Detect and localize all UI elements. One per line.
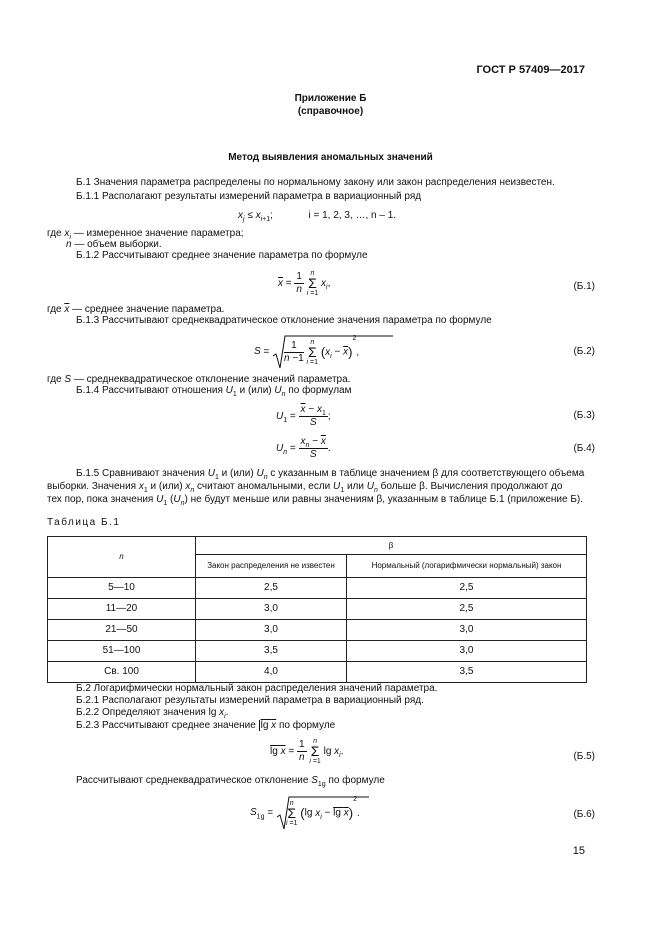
table-cell-n: 5—10 — [48, 578, 196, 599]
table-cell-lognormal: 3,5 — [347, 662, 587, 683]
table-subheader-lognormal: Нормальный (логарифмически нормальный) закон — [347, 555, 587, 578]
formula-u1: $U_1$ = $\frac{\overline{x} - x_1}{S}$ ; — [276, 404, 331, 428]
table-cell-unknown: 2,5 — [196, 578, 347, 599]
series-formula: $x_j \le x_{i+1}$; i = 1, 2, 3, …, n – 1. — [238, 210, 397, 223]
table-cell-unknown: 3,0 — [196, 620, 347, 641]
table-cell-unknown: 4,0 — [196, 662, 347, 683]
para-b2-2: Б.2.2 Определяют значения $\lg x_i$. — [76, 707, 229, 720]
para-b1-4: Б.1.4 Рассчитывают отношения $U_1$ и (или) $U_n$ по формулам — [76, 385, 352, 398]
para-b1-2: Б.1.2 Рассчитывают среднее значение параметра по формуле — [76, 250, 368, 261]
para-b1-3: Б.1.3 Рассчитывают среднеквадратическое отклонение значения параметра по формуле — [76, 315, 492, 326]
standard-number: ГОСТ Р 57409—2017 — [476, 64, 585, 76]
table-row — [48, 662, 587, 683]
para-b1: Б.1 Значения параметра распределены по нормальному закону или закон распределения неизвестен. — [76, 177, 555, 188]
para-b1-5-line2: выборки. Значения $x_1$ и (или) $x_n$ считают аномальными, если $U_1$ или $U_n$ больше β. Вычисления продолжают до — [47, 481, 563, 494]
formula-mean: $\overline{x}$ = $\frac{1}{n}$ n Σ i =1 $x_i$, — [278, 270, 331, 297]
table-header-beta: β — [196, 537, 587, 555]
para-b1-5-line1: Б.1.5 Сравнивают значения $U_1$ и (или) $U_n$ с указанным в таблице значением β для соответствующего объема — [76, 468, 585, 481]
formula-un: $U_n$ = $\frac{x_n - \overline{x}}{S}$ . — [276, 436, 331, 460]
table-cell-n: 21—50 — [48, 620, 196, 641]
table-row — [48, 599, 587, 620]
para-b2-3: Б.2.3 Рассчитывают среднее значение lg x по формуле — [76, 720, 336, 731]
eq-number-b2: (Б.2) — [573, 346, 595, 357]
formula-std: S = $\frac{1}{n -1}$ n Σ i =1 $(x_i - \overline{x})^2$, — [254, 334, 394, 370]
table-cell-n: 11—20 — [48, 599, 196, 620]
appendix-title: Приложение Б — [294, 93, 367, 104]
eq-number-b5: (Б.5) — [573, 751, 595, 762]
para-b1-5-line3: тех пор, пока значения $U_1$ $(U_n)$ не будут меньше или равны значениям β, указанным в таблице Б.1 (приложение Б). — [47, 494, 583, 507]
table-cell-lognormal: 2,5 — [347, 578, 587, 599]
table-b1 — [47, 536, 587, 683]
table-cell-unknown: 3,5 — [196, 641, 347, 662]
table-header-n: n — [48, 537, 196, 578]
formula-log-std: $S_{1g}$ = n Σ i =1 (lg $x_i - \lg x)^2$. — [250, 795, 370, 831]
where-std: где S — среднеквадратическое отклонение значений параметра. — [47, 374, 351, 385]
eq-number-b4: (Б.4) — [573, 443, 595, 454]
para-b2: Б.2 Логарифмически нормальный закон распределения значений параметра. — [76, 683, 438, 694]
series-range: i = 1, 2, 3, …, n – 1. — [308, 210, 397, 221]
table-cell-n: 51—100 — [48, 641, 196, 662]
table-subheader-unknown: Закон распределения не известен — [196, 555, 347, 578]
where-mean: где $\overline{x}$ — среднее значение параметра. — [47, 304, 225, 315]
section-title: Метод выявления аномальных значений — [228, 152, 433, 163]
table-cell-lognormal: 2,5 — [347, 599, 587, 620]
formula-log-mean: lg x = $\frac{1}{n}$ n Σ i =1 $\lg x_i$. — [270, 738, 344, 765]
eq-number-b1: (Б.1) — [573, 281, 595, 292]
table-caption: Таблица Б.1 — [47, 517, 121, 528]
where-xi: где $x_i$ — измеренное значение параметра; — [47, 228, 244, 241]
table-row — [48, 620, 587, 641]
eq-number-b6: (Б.6) — [573, 809, 595, 820]
para-std-log: Рассчитывают среднеквадратическое отклонение $S_{1g}$ по формуле — [76, 775, 385, 788]
where-n: n — объем выборки. — [66, 239, 162, 250]
page-number: 15 — [572, 845, 585, 857]
table-cell-unknown: 3,0 — [196, 599, 347, 620]
appendix-subtitle: (справочное) — [297, 106, 364, 117]
table-row — [48, 641, 587, 662]
para-b1-1: Б.1.1 Располагают результаты измерений параметра в вариационный ряд — [76, 191, 422, 202]
eq-number-b3: (Б.3) — [573, 410, 595, 421]
table-cell-lognormal: 3,0 — [347, 641, 587, 662]
para-b2-1: Б.2.1 Располагают результаты измерений параметра в вариационный ряд. — [76, 695, 424, 706]
table-cell-lognormal: 3,0 — [347, 620, 587, 641]
table-cell-n: Св. 100 — [48, 662, 196, 683]
table-row — [48, 578, 587, 599]
